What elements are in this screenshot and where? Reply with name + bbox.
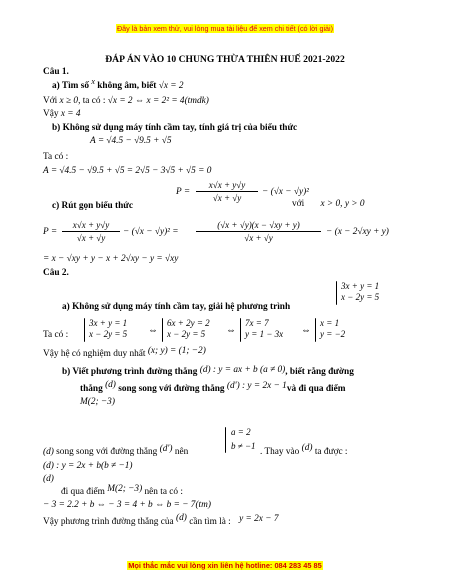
equiv-arrow-3: ⇔ bbox=[301, 325, 311, 336]
cau1-c-line1-frac2: (√x + √y)(x − √xy + y) √x + √y bbox=[196, 220, 321, 243]
page-title: ĐÁP ÁN VÀO 10 CHUNG THỪA THIÊN HUẾ 2021-2022 bbox=[105, 54, 345, 65]
top-banner: Đây là bản xem thử, vui lòng mua tài liệu để xem chi tiết (có lời giải) bbox=[116, 24, 334, 33]
cau2-b-sol1-brace bbox=[225, 427, 226, 453]
cau1-c-line1-frac1: x√x + y√y √x + √y bbox=[62, 220, 120, 243]
cau2-b-point: M(2; −3) bbox=[80, 397, 115, 407]
cau2-a-step4: x = 1 y = −2 bbox=[320, 318, 346, 339]
cau1-a-solution: Với x ≥ 0, ta có : √x = 2 ⇔ x = 2² = 4(tmdk) bbox=[43, 96, 209, 106]
cau2-b-sol3: (d) bbox=[43, 474, 54, 484]
cau2-a-step4-brace bbox=[315, 318, 316, 342]
cau1-b-expression: A = √4.5 − √9.5 + √5 bbox=[90, 136, 172, 146]
cau1-b-question: b) Không sử dụng máy tính cầm tay, tính giá trị của biểu thức bbox=[52, 123, 298, 133]
cau1-c-question: c) Rút gọn biểu thức bbox=[52, 201, 133, 211]
cau2-a-question: a) Không sử dụng máy tính cầm tay, giải hệ phương trình bbox=[62, 302, 291, 312]
equiv-arrow-1: ⇔ bbox=[148, 325, 158, 336]
cau2-a-system: 3x + y = 1 x − 2y = 5 bbox=[341, 281, 380, 302]
cau2-b-sol2: (d) : y = 2x + b(b ≠ −1) bbox=[43, 461, 133, 471]
cau1-a-answer: Vậy x = 4 bbox=[43, 109, 81, 119]
bottom-banner: Mọi thắc mắc vui lòng xin liên hệ hotline: 084 283 45 85 bbox=[128, 561, 322, 570]
cau1-a-question: a) Tìm số x không âm, biết √x = 2 bbox=[52, 77, 184, 91]
cau2-b-sol4: − 3 = 2.2 + b ⇔ − 3 = 4 + b ⇔ b = − 7(tm) bbox=[43, 500, 211, 510]
cau1-c-p-prefix: P = bbox=[176, 187, 191, 197]
cau1-b-calculation: A = √4.5 − √9.5 + √5 = 2√5 − 3√5 + √5 = 0 bbox=[43, 166, 212, 176]
cau2-b-conclusion: Vậy phương trình đường thẳng của (d) cần tìm là : y = 2x − 7 bbox=[43, 513, 279, 527]
cau2-b-sol3-text: đi qua điểm M(2; −3) nên ta có : bbox=[61, 484, 183, 497]
cau1-c-p-tail: − (√x − √y)² bbox=[262, 187, 309, 197]
cau2-a-step1: 3x + y = 1 x − 2y = 5 bbox=[89, 318, 128, 339]
cau1-c-line1-mid: − (√x − √y)² = bbox=[123, 227, 179, 237]
cau1-heading: Câu 1. bbox=[43, 67, 69, 77]
cau1-c-line1-p: P = bbox=[43, 227, 58, 237]
cau1-c-line1-tail: − (x − 2√xy + y) bbox=[326, 227, 389, 237]
cau2-b-question-line1: b) Viết phương trình đường thẳng (d) : y = ax + b (a ≠ 0), biết rằng đường bbox=[62, 365, 354, 377]
cau2-a-conclusion: Vậy hệ có nghiệm duy nhất (x; y) = (1; −2) bbox=[43, 346, 206, 359]
equiv-arrow-2: ⇔ bbox=[226, 325, 236, 336]
cau2-b-sol1: (d) song song với đường thẳng (d') nên bbox=[43, 444, 189, 457]
cau1-c-p-fraction: x√x + y√y √x + √y bbox=[196, 180, 258, 203]
cau1-c-line2: = x − √xy + y − x + 2√xy − y = √xy bbox=[43, 254, 179, 264]
cau2-a-step3: 7x = 7 y = 1 − 3x bbox=[245, 318, 284, 339]
cau1-c-condition: với x > 0, y > 0 bbox=[292, 199, 365, 209]
cau2-a-taco: Ta có : bbox=[43, 330, 69, 340]
cau2-a-step2-brace bbox=[162, 318, 163, 342]
cau2-a-step3-brace bbox=[240, 318, 241, 342]
cau2-b-sol1-system: a = 2 b ≠ −1 bbox=[231, 427, 256, 451]
cau2-a-step2: 6x + 2y = 2 x − 2y = 5 bbox=[167, 318, 210, 339]
cau2-heading: Câu 2. bbox=[43, 268, 69, 278]
cau2-b-sol1-tail: . Thay vào (d) ta được : bbox=[260, 443, 348, 457]
cau1-b-taco: Ta có : bbox=[43, 152, 69, 162]
cau2-b-question-line2: thẳng (d) song song với đường thẳng (d') : y = 2x − 1và đi qua điểm bbox=[80, 380, 346, 394]
cau2-a-system-brace bbox=[336, 281, 337, 305]
cau2-a-step1-brace bbox=[84, 318, 85, 342]
